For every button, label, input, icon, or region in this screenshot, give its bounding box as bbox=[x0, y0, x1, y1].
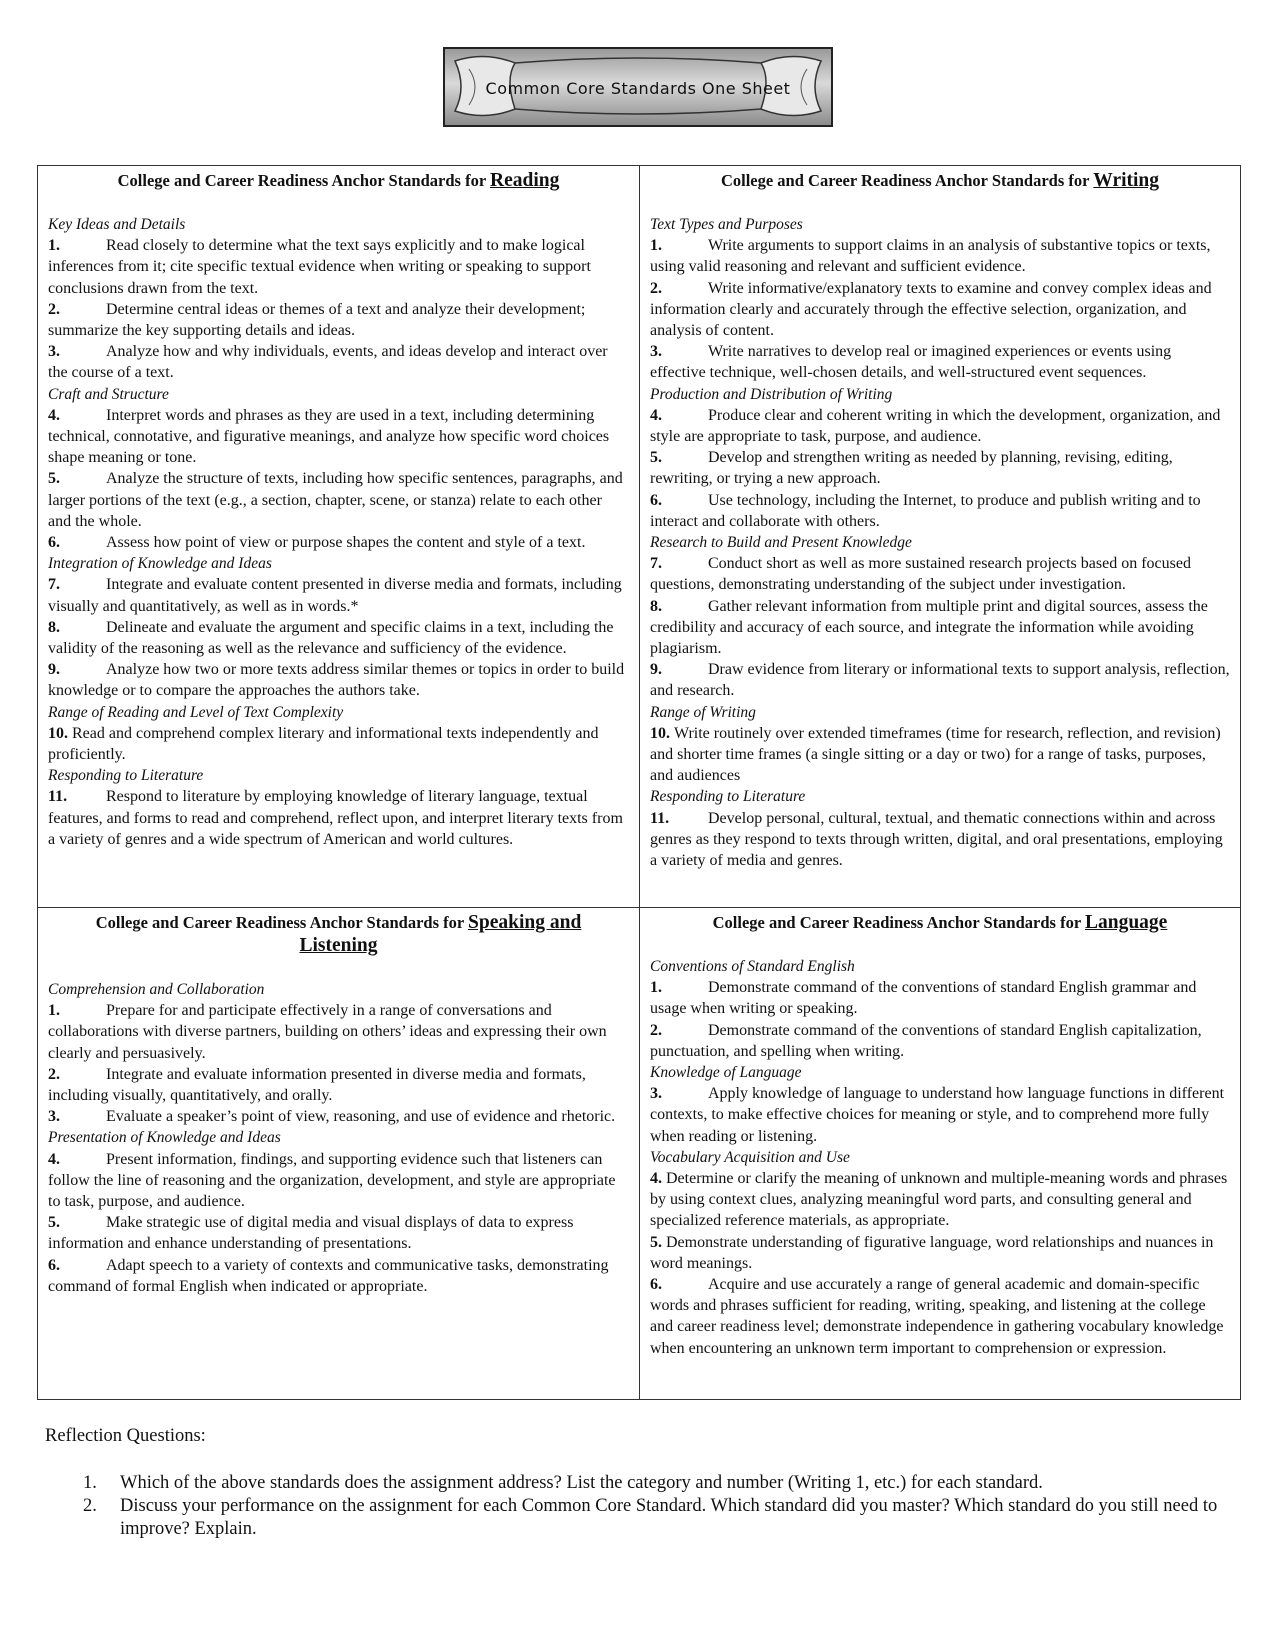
category-heading: Research to Build and Present Knowledge bbox=[650, 534, 912, 552]
standard-number: 4. bbox=[650, 406, 662, 424]
standard-number: 8. bbox=[650, 597, 662, 615]
standard-item bbox=[650, 1168, 1230, 1232]
standard-text: Evaluate a speaker’s point of view, reasoning, and use of evidence and rhetoric. bbox=[106, 1108, 616, 1126]
standard-text: Analyze the structure of texts, including how specific sentences, paragraphs, and larger portions of the text (e.g., a section, chapter, scene, or stanza) relate to each other and the whole. bbox=[48, 470, 623, 530]
header-subject: Reading bbox=[489, 170, 560, 191]
question-number: 2. bbox=[83, 1496, 97, 1516]
category-heading: Responding to Literature bbox=[650, 788, 806, 806]
standard-number: 9. bbox=[650, 661, 662, 679]
standard-number: 6. bbox=[48, 534, 60, 552]
standard-text: Respond to literature by employing knowledge of literary language, textual features, and forms to read and comprehend, reflect upon, and interpret literary texts from a variety of genres and a wide spectrum of American and world cultures. bbox=[48, 788, 623, 848]
standard-item bbox=[650, 1274, 1230, 1359]
standard-number: 10. bbox=[650, 724, 670, 742]
standard-text: Demonstrate command of the conventions of standard English capitalization, punctuation, and spelling when writing. bbox=[650, 1021, 1202, 1060]
standard-number: 1. bbox=[650, 237, 662, 255]
category-heading: Craft and Structure bbox=[48, 385, 169, 403]
standard-item bbox=[48, 1000, 629, 1064]
standard-item bbox=[650, 723, 1230, 787]
standard-item bbox=[48, 617, 629, 659]
reflection-section bbox=[45, 1425, 1235, 1541]
standard-number: 10. bbox=[48, 724, 68, 742]
standard-text: Present information, findings, and supporting evidence such that listeners can follow the line of reasoning and the organization, development, and style are appropriate to task, purpose, and audience. bbox=[48, 1150, 616, 1211]
standard-item bbox=[650, 977, 1230, 1019]
standard-item bbox=[650, 1083, 1230, 1147]
reading-quadrant bbox=[38, 166, 640, 908]
standard-item bbox=[650, 447, 1230, 489]
standard-text: Write routinely over extended timeframes (time for research, reflection, and revision) and shorter time frames (a single sitting or a day or two) for a range of tasks, purposes, and audiences bbox=[650, 724, 1221, 785]
standard-text: Develop and strengthen writing as needed by planning, revising, editing, rewriting, or trying a new approach. bbox=[650, 449, 1173, 488]
header-subject: Language bbox=[1084, 912, 1168, 933]
standard-text: Read closely to determine what the text says explicitly and to make logical inferences from it; cite specific textual evidence when writing or speaking to support conclusions drawn from the text. bbox=[48, 237, 591, 297]
language-quadrant bbox=[640, 908, 1240, 1399]
standard-number: 4. bbox=[650, 1170, 662, 1188]
question-text: Discuss your performance on the assignment for each Common Core Standard. Which standard did you master? Which standard do you still need to improve? Explain. bbox=[120, 1496, 1218, 1539]
question-text: Which of the above standards does the assignment address? List the category and number (Writing 1, etc.) for each standard. bbox=[120, 1473, 1043, 1493]
header-prefix: College and Career Readiness Anchor Standards for bbox=[117, 171, 486, 190]
standard-item bbox=[48, 468, 629, 532]
standard-text: Acquire and use accurately a range of general academic and domain-specific words and phrases sufficient for reading, writing, speaking, and listening at the college and career readiness level; demonstrate independence in gathering vocabulary knowledge when encountering an unknown term important to comprehension or expression. bbox=[650, 1276, 1224, 1357]
standard-number: 9. bbox=[48, 661, 60, 679]
standard-text: Use technology, including the Internet, to produce and publish writing and to interact and collaborate with others. bbox=[650, 491, 1201, 530]
standard-item bbox=[48, 574, 629, 616]
standard-text: Develop personal, cultural, textual, and thematic connections within and across genres as they respond to texts through written, digital, and oral presentations, employing a variety of media and genres. bbox=[650, 809, 1223, 870]
standard-number: 4. bbox=[48, 406, 60, 424]
reflection-question-list bbox=[45, 1472, 1235, 1541]
standard-number: 5. bbox=[48, 1214, 60, 1232]
standard-text: Draw evidence from literary or informational texts to support analysis, reflection, and research. bbox=[650, 661, 1230, 700]
standard-number: 11. bbox=[650, 809, 670, 827]
standard-text: Demonstrate command of the conventions of standard English grammar and usage when writing or speaking. bbox=[650, 979, 1197, 1018]
standard-number: 2. bbox=[48, 300, 60, 318]
quadrant-header bbox=[650, 911, 1230, 934]
standard-number: 6. bbox=[650, 1276, 662, 1294]
category-heading: Presentation of Knowledge and Ideas bbox=[48, 1129, 281, 1147]
category-heading: Conventions of Standard English bbox=[650, 958, 855, 975]
category-heading: Text Types and Purposes bbox=[650, 216, 803, 233]
standard-text: Apply knowledge of language to understand how language functions in different contexts, to make effective choices for meaning or style, and to comprehend more fully when reading or listening. bbox=[650, 1085, 1225, 1145]
standard-text: Make strategic use of digital media and visual displays of data to express information and enhance understanding of presentations. bbox=[48, 1214, 574, 1253]
standard-item bbox=[48, 659, 629, 701]
standard-item bbox=[48, 235, 629, 299]
standard-text: Gather relevant information from multiple print and digital sources, assess the credibility and accuracy of each source, and integrate the information while avoiding plagiarism. bbox=[650, 597, 1208, 658]
reflection-question bbox=[45, 1472, 1235, 1495]
standard-item bbox=[650, 235, 1230, 277]
standard-number: 4. bbox=[48, 1150, 60, 1168]
standard-number: 3. bbox=[650, 343, 662, 361]
standard-text: Conduct short as well as more sustained research projects based on focused questions, demonstrating understanding of the subject under investigation. bbox=[650, 555, 1191, 594]
standard-number: 11. bbox=[48, 788, 68, 806]
standard-item bbox=[650, 341, 1230, 383]
writing-quadrant bbox=[640, 166, 1240, 908]
reflection-question bbox=[45, 1495, 1235, 1541]
standard-number: 5. bbox=[48, 470, 60, 488]
standard-number: 3. bbox=[48, 1108, 60, 1126]
standard-item bbox=[48, 341, 629, 383]
question-number: 1. bbox=[83, 1473, 97, 1493]
standard-text: Produce clear and coherent writing in which the development, organization, and style are appropriate to task, purpose, and audience. bbox=[650, 406, 1221, 446]
standard-item bbox=[48, 1106, 629, 1127]
quadrant-header bbox=[650, 169, 1230, 192]
category-heading: Vocabulary Acquisition and Use bbox=[650, 1148, 850, 1166]
standard-number: 3. bbox=[650, 1085, 662, 1103]
standard-item bbox=[48, 1255, 629, 1297]
standard-item bbox=[48, 1149, 629, 1213]
standard-text: Read and comprehend complex literary and informational texts independently and proficiently. bbox=[48, 724, 599, 764]
standard-number: 1. bbox=[48, 1002, 60, 1020]
quadrant-header bbox=[48, 169, 629, 192]
standard-text: Demonstrate understanding of figurative language, word relationships and nuances in word meanings. bbox=[650, 1233, 1214, 1272]
standard-item bbox=[650, 659, 1230, 701]
standard-number: 7. bbox=[650, 555, 662, 573]
standard-item bbox=[650, 553, 1230, 595]
category-heading: Production and Distribution of Writing bbox=[650, 385, 893, 403]
standard-text: Determine or clarify the meaning of unknown and multiple-meaning words and phrases by using context clues, analyzing meaningful word parts, and consulting general and specialized reference materials, as appropriate. bbox=[650, 1170, 1228, 1230]
standard-item bbox=[48, 405, 629, 469]
standard-text: Write arguments to support claims in an analysis of substantive topics or texts, using valid reasoning and relevant and sufficient evidence. bbox=[650, 237, 1211, 276]
standard-number: 1. bbox=[650, 979, 662, 997]
standard-number: 8. bbox=[48, 618, 60, 636]
standard-text: Prepare for and participate effectively in a range of conversations and collaborations with diverse partners, building on others’ ideas and expressing their own clearly and persuasively. bbox=[48, 1002, 607, 1062]
standards-grid bbox=[37, 165, 1241, 1400]
header-prefix: College and Career Readiness Anchor Standards for bbox=[95, 913, 464, 932]
standard-number: 2. bbox=[48, 1065, 60, 1083]
standard-number: 5. bbox=[650, 449, 662, 467]
standard-number: 3. bbox=[48, 343, 60, 361]
header-subject: Writing bbox=[1093, 170, 1160, 191]
standard-text: Write informative/explanatory texts to examine and convey complex ideas and information clearly and accurately through the effective selection, organization, and analysis of content. bbox=[650, 279, 1212, 340]
standard-item bbox=[48, 1064, 629, 1106]
banner-title: Common Core Standards One Sheet bbox=[485, 79, 791, 98]
standard-item bbox=[48, 786, 629, 850]
category-heading: Integration of Knowledge and Ideas bbox=[48, 555, 272, 573]
standard-text: Assess how point of view or purpose shapes the content and style of a text. bbox=[106, 534, 586, 552]
standard-item bbox=[48, 1212, 629, 1254]
standard-number: 7. bbox=[48, 576, 60, 594]
standard-number: 2. bbox=[650, 1021, 662, 1039]
standard-item bbox=[650, 405, 1230, 447]
category-heading: Range of Writing bbox=[650, 703, 756, 721]
category-heading: Comprehension and Collaboration bbox=[48, 981, 265, 998]
standard-item bbox=[650, 490, 1230, 532]
standard-item bbox=[650, 808, 1230, 872]
standard-text: Delineate and evaluate the argument and specific claims in a text, including the validity of the reasoning as well as the relevance and sufficiency of the evidence. bbox=[48, 618, 614, 658]
standard-text: Analyze how and why individuals, events, and ideas develop and interact over the course of a text. bbox=[48, 343, 608, 382]
standard-item bbox=[650, 1232, 1230, 1274]
quadrant-header bbox=[48, 911, 629, 957]
standard-text: Determine central ideas or themes of a text and analyze their development; summarize the key supporting details and ideas. bbox=[48, 300, 586, 340]
standard-number: 1. bbox=[48, 237, 60, 255]
standard-item bbox=[48, 532, 629, 553]
standard-number: 6. bbox=[48, 1256, 60, 1274]
standard-text: Write narratives to develop real or imagined experiences or events using effective technique, well-chosen details, and well-structured event sequences. bbox=[650, 343, 1172, 382]
standard-text: Analyze how two or more texts address similar themes or topics in order to build knowledge or to compare the approaches the authors take. bbox=[48, 661, 625, 700]
header-prefix: College and Career Readiness Anchor Standards for bbox=[720, 171, 1090, 190]
standard-item bbox=[650, 1020, 1230, 1062]
category-heading: Range of Reading and Level of Text Complexity bbox=[48, 703, 344, 721]
standard-item bbox=[650, 278, 1230, 342]
category-heading: Key Ideas and Details bbox=[48, 216, 186, 233]
header-prefix: College and Career Readiness Anchor Standards for bbox=[712, 913, 1081, 932]
speaking-listening-quadrant bbox=[38, 908, 640, 1399]
standard-text: Integrate and evaluate content presented in diverse media and formats, including visually and quantitatively, as well as in words.* bbox=[48, 576, 622, 615]
standard-text: Interpret words and phrases as they are used in a text, including determining technical, connotative, and figurative meanings, and analyze how specific word choices shape meaning or tone. bbox=[48, 406, 610, 467]
title-banner bbox=[443, 47, 833, 127]
header-subject: Speaking and Listening bbox=[299, 912, 582, 956]
category-heading: Knowledge of Language bbox=[650, 1064, 802, 1082]
standard-text: Integrate and evaluate information presented in diverse media and formats, including visually, quantitatively, and orally. bbox=[48, 1065, 586, 1105]
standard-item bbox=[48, 723, 629, 765]
standard-text: Adapt speech to a variety of contexts and communicative tasks, demonstrating command of formal English when indicated or appropriate. bbox=[48, 1256, 609, 1295]
standard-number: 6. bbox=[650, 491, 662, 509]
category-heading: Responding to Literature bbox=[48, 767, 204, 785]
standard-number: 2. bbox=[650, 279, 662, 297]
reflection-title: Reflection Questions: bbox=[45, 1426, 206, 1446]
standard-item bbox=[48, 299, 629, 341]
standard-number: 5. bbox=[650, 1233, 662, 1251]
standard-item bbox=[650, 596, 1230, 660]
